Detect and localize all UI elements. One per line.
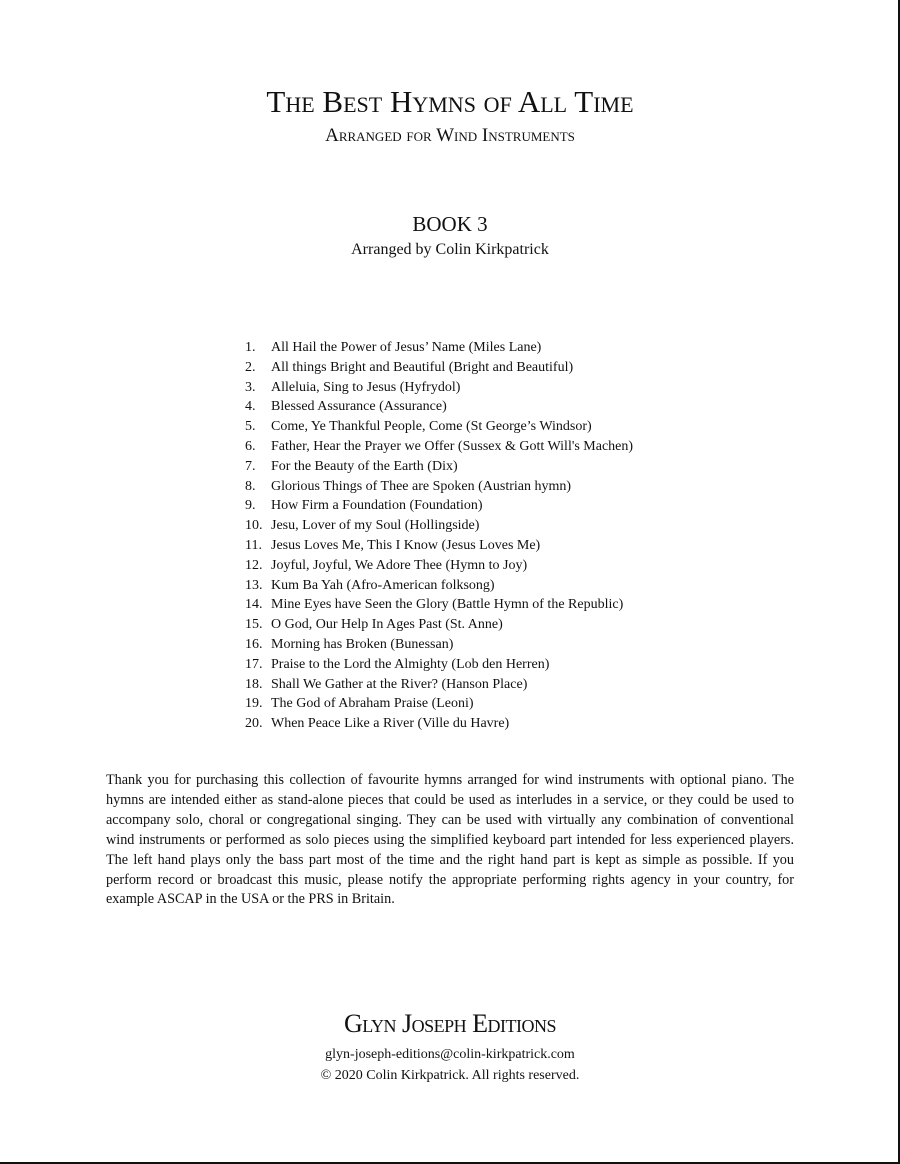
publisher-email: glyn-joseph-editions@colin-kirkpatrick.com xyxy=(325,1047,575,1062)
hymn-item xyxy=(245,457,633,477)
hymn-title: Come, Ye Thankful People, Come (St George’s Windsor) xyxy=(271,419,592,435)
hymn-item xyxy=(245,615,633,635)
hymn-number: 9. xyxy=(245,498,256,514)
hymn-item xyxy=(245,338,633,358)
hymn-number: 10. xyxy=(245,518,263,534)
hymn-number: 20. xyxy=(245,716,263,732)
hymn-number: 5. xyxy=(245,419,256,435)
hymn-title: All things Bright and Beautiful (Bright and Beautiful) xyxy=(271,359,574,375)
hymn-title: The God of Abraham Praise (Leoni) xyxy=(271,696,474,712)
hymn-title: Morning has Broken (Bunessan) xyxy=(271,636,454,652)
hymn-title: Jesus Loves Me, This I Know (Jesus Loves Me) xyxy=(271,537,541,553)
hymn-title: Kum Ba Yah (Afro-American folksong) xyxy=(271,577,495,593)
hymn-number: 3. xyxy=(245,379,256,395)
hymn-title: All Hail the Power of Jesus’ Name (Miles Lane) xyxy=(271,340,542,355)
hymn-item xyxy=(245,397,633,417)
hymn-number: 4. xyxy=(245,399,256,415)
copyright-notice: © 2020 Colin Kirkpatrick. All rights reserved. xyxy=(320,1068,580,1083)
hymn-item xyxy=(245,437,633,457)
book-label: BOOK 3 xyxy=(412,212,488,236)
hymn-number: 17. xyxy=(245,656,263,672)
hymn-title: Praise to the Lord the Almighty (Lob den Herren) xyxy=(271,656,550,672)
hymn-number: 16. xyxy=(245,636,263,652)
hymn-item xyxy=(245,378,633,398)
hymn-number: 18. xyxy=(245,676,263,692)
hymn-title: For the Beauty of the Earth (Dix) xyxy=(271,458,458,474)
hymn-item xyxy=(245,496,633,516)
hymn-number: 2. xyxy=(245,359,256,375)
publisher-name: Glyn Joseph Editions xyxy=(344,1009,556,1038)
hymn-list xyxy=(245,338,633,734)
hymn-item xyxy=(245,595,633,615)
page-subtitle: Arranged for Wind Instruments xyxy=(325,125,575,146)
hymn-number: 11. xyxy=(245,537,262,553)
hymn-item xyxy=(245,635,633,655)
hymn-number: 19. xyxy=(245,696,263,712)
page-title: The Best Hymns of All Time xyxy=(266,84,634,119)
hymn-item xyxy=(245,714,633,734)
hymn-title: Joyful, Joyful, We Adore Thee (Hymn to Joy) xyxy=(271,557,528,573)
hymn-number: 13. xyxy=(245,577,263,593)
hymn-item xyxy=(245,576,633,596)
intro-paragraph: Thank you for purchasing this collection of favourite hymns arranged for wind instruments with optional piano. The hymns are intended either as stand-alone pieces that could be used as interludes in a service, or they could be used to accompany solo, choral or congregational singing. They can be used with virtually any combination of conventional wind instruments or performed as solo pieces using the simplified keyboard part intended for less experienced players. The left hand plays only the bass part most of the time and the right hand part is kept as simple as possible. If you perform record or broadcast this music, please notify the appropriate performing rights agency in your country, for example ASCAP in the USA or the PRS in Britain. xyxy=(106,772,794,908)
hymn-number: 14. xyxy=(245,597,263,613)
hymn-item xyxy=(245,516,633,536)
hymn-title: Alleluia, Sing to Jesus (Hyfrydol) xyxy=(271,379,461,395)
hymn-item xyxy=(245,477,633,497)
hymn-number: 8. xyxy=(245,478,256,494)
hymn-title: Mine Eyes have Seen the Glory (Battle Hymn of the Republic) xyxy=(271,597,624,613)
hymn-item xyxy=(245,556,633,576)
hymn-title: Jesu, Lover of my Soul (Hollingside) xyxy=(271,518,480,534)
hymn-title: O God, Our Help In Ages Past (St. Anne) xyxy=(271,617,503,633)
hymn-item xyxy=(245,536,633,556)
hymn-item xyxy=(245,675,633,695)
hymn-title: Shall We Gather at the River? (Hanson Place) xyxy=(271,676,528,692)
hymn-item xyxy=(245,417,633,437)
hymn-item xyxy=(245,694,633,714)
hymn-item xyxy=(245,358,633,378)
hymn-title: Blessed Assurance (Assurance) xyxy=(271,399,447,415)
hymn-title: Glorious Things of Thee are Spoken (Austrian hymn) xyxy=(271,478,572,494)
hymn-number: 12. xyxy=(245,557,263,573)
hymn-number: 1. xyxy=(245,340,256,355)
hymn-number: 15. xyxy=(245,617,263,633)
hymn-title: How Firm a Foundation (Foundation) xyxy=(271,498,483,514)
hymn-number: 7. xyxy=(245,458,256,474)
hymn-item xyxy=(245,655,633,675)
hymn-title: Father, Hear the Prayer we Offer (Sussex & Gott Will's Machen) xyxy=(271,438,634,454)
hymn-number: 6. xyxy=(245,438,256,454)
hymn-title: When Peace Like a River (Ville du Havre) xyxy=(271,716,510,732)
arranger-credit: Arranged by Colin Kirkpatrick xyxy=(351,241,549,258)
